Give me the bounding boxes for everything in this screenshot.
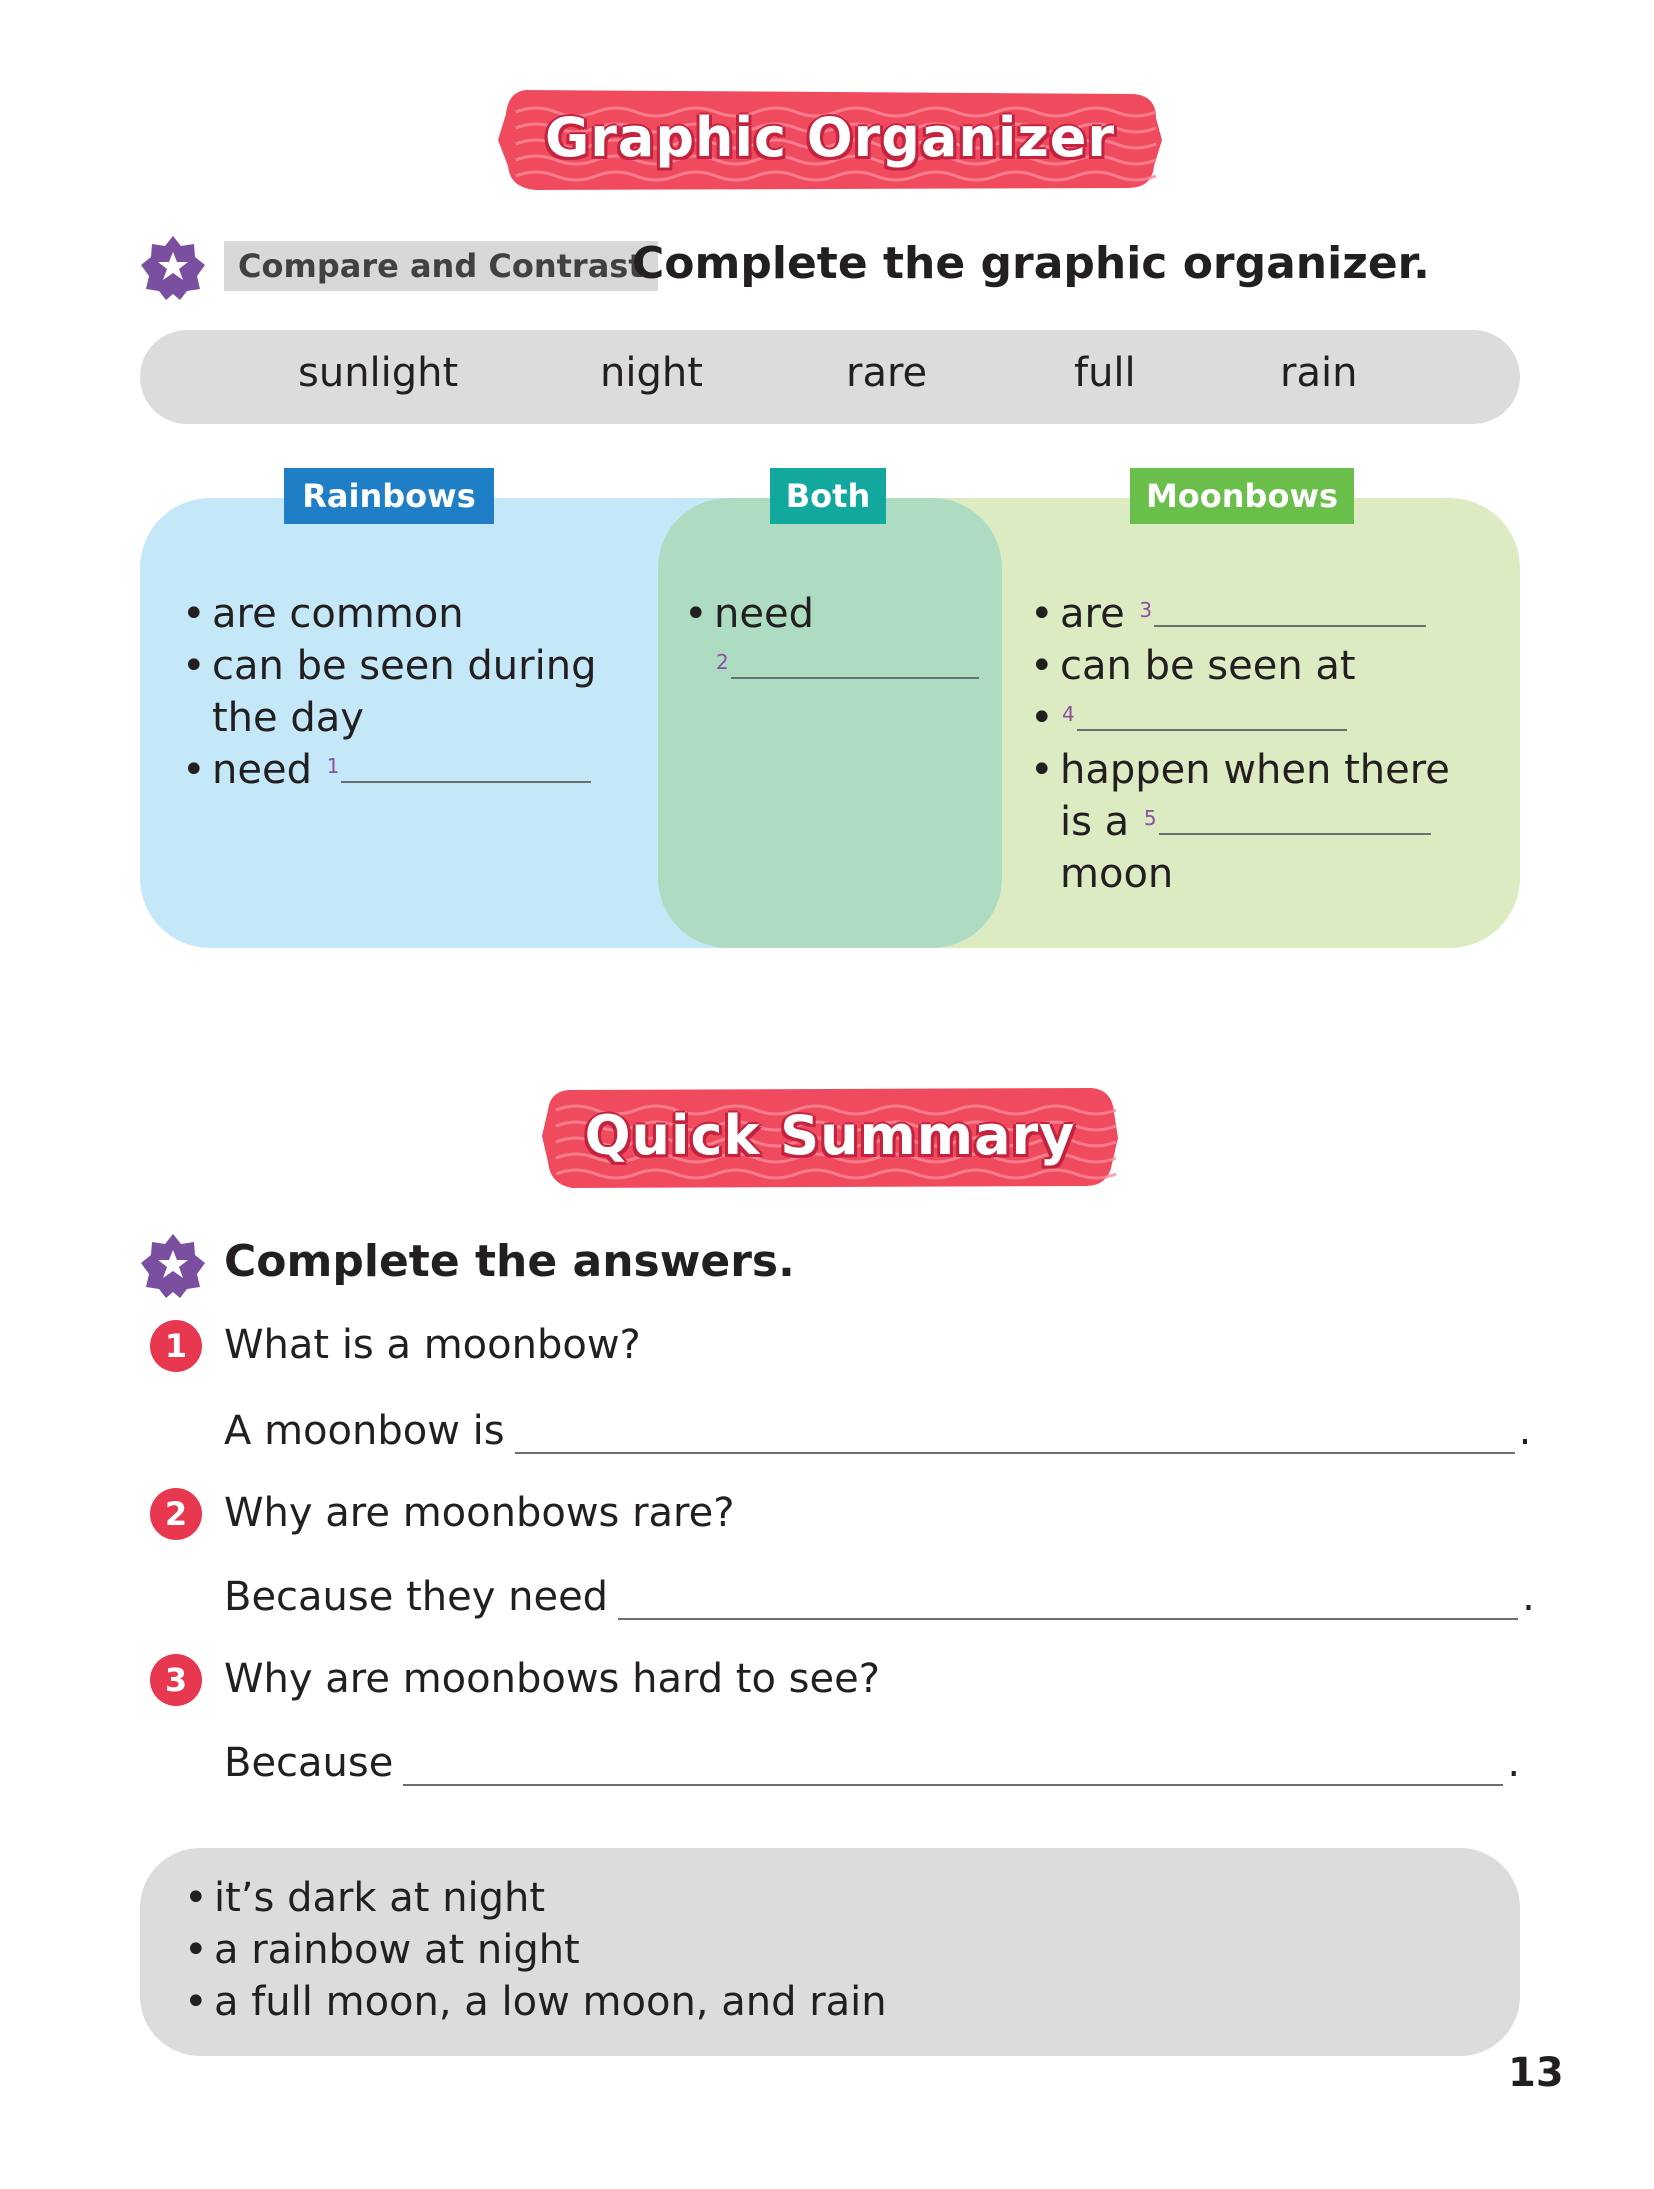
star-badge-icon	[140, 234, 206, 300]
answer-3-input[interactable]	[403, 1734, 1503, 1786]
question-number-1: 1	[150, 1320, 202, 1372]
blank-number: 5	[1143, 806, 1157, 830]
list-item	[184, 1924, 1484, 1976]
list-item-text: moon	[1060, 851, 1174, 897]
word-bank-item: rare	[846, 350, 928, 396]
answer-1-input[interactable]	[515, 1402, 1515, 1454]
graphic-organizer-banner	[496, 88, 1164, 192]
list-item-text: can be seen at	[1060, 643, 1356, 689]
word-bank-item: full	[1074, 350, 1136, 396]
word-bank	[140, 330, 1520, 424]
blank-number: 1	[326, 754, 340, 778]
list-item	[182, 744, 602, 796]
blank-number: 2	[716, 650, 729, 674]
question-2-text: Why are moonbows rare?	[224, 1490, 735, 1536]
list-item	[1030, 640, 1490, 692]
list-item-text: happen when there	[1060, 747, 1450, 793]
word-bank-item: night	[600, 350, 703, 396]
question-number-3: 3	[150, 1654, 202, 1706]
list-item-text: is a	[1060, 799, 1130, 845]
list-item-text: can be seen during the day	[212, 643, 597, 741]
moonbows-list	[1030, 588, 1490, 796]
question-3-text: Why are moonbows hard to see?	[224, 1656, 880, 1702]
word-bank-item: rain	[1280, 350, 1358, 396]
list-item-text: are	[1060, 591, 1125, 637]
list-item	[182, 640, 602, 744]
answer-3-start: Because	[224, 1740, 394, 1786]
both-label: Both	[770, 468, 886, 524]
hint-text: it’s dark at night	[214, 1875, 546, 1921]
list-item	[1030, 744, 1490, 796]
answer-blank-2[interactable]	[731, 676, 979, 679]
answer-3-period: .	[1507, 1740, 1521, 1786]
rainbows-label: Rainbows	[284, 468, 494, 524]
both-list	[684, 588, 984, 640]
moonbows-label: Moonbows	[1130, 468, 1354, 524]
moonbows-item3-continued	[1060, 796, 1431, 900]
blank-number: 3	[1139, 598, 1153, 622]
list-item	[1030, 692, 1490, 744]
answer-blank-5[interactable]	[1159, 832, 1431, 835]
list-item-text: need	[714, 591, 814, 637]
list-item	[684, 588, 984, 640]
answer-blank-4[interactable]	[1077, 728, 1347, 731]
answer-hints-box	[140, 1848, 1520, 2056]
list-item	[1030, 588, 1490, 640]
answer-blank-1[interactable]	[341, 780, 591, 783]
answer-row-3	[224, 1734, 1520, 1786]
both-blank-row	[714, 640, 979, 692]
star-badge-icon	[140, 1232, 206, 1298]
hints-list	[184, 1872, 1484, 2028]
list-item-text: are common	[212, 591, 464, 637]
list-item-text: need	[212, 747, 312, 793]
word-bank-item: sunlight	[298, 350, 459, 396]
hint-text: a full moon, a low moon, and rain	[214, 1979, 887, 2025]
organizer-instruction: Complete the graphic organizer.	[632, 238, 1430, 289]
summary-instruction: Complete the answers.	[224, 1236, 795, 1287]
both-region	[658, 498, 1002, 948]
list-item	[182, 588, 602, 640]
graphic-organizer-title: Graphic Organizer	[544, 106, 1116, 169]
answer-2-input[interactable]	[618, 1568, 1518, 1620]
compare-contrast-tag: Compare and Contrast	[224, 241, 658, 291]
answer-row-1	[224, 1402, 1531, 1454]
question-1-text: What is a moonbow?	[224, 1322, 641, 1368]
answer-row-2	[224, 1568, 1535, 1620]
answer-2-start: Because they need	[224, 1574, 609, 1620]
answer-1-start: A moonbow is	[224, 1408, 505, 1454]
hint-text: a rainbow at night	[214, 1927, 580, 1973]
answer-blank-3[interactable]	[1154, 624, 1426, 627]
page-number: 13	[1508, 2050, 1564, 2096]
quick-summary-banner	[540, 1086, 1120, 1190]
question-number-2: 2	[150, 1488, 202, 1540]
answer-1-period: .	[1518, 1408, 1532, 1454]
quick-summary-title: Quick Summary	[584, 1104, 1076, 1167]
blank-number: 4	[1062, 702, 1075, 726]
answer-2-period: .	[1522, 1574, 1535, 1620]
rainbows-list	[182, 588, 602, 796]
list-item	[184, 1872, 1484, 1924]
list-item	[184, 1976, 1484, 2028]
